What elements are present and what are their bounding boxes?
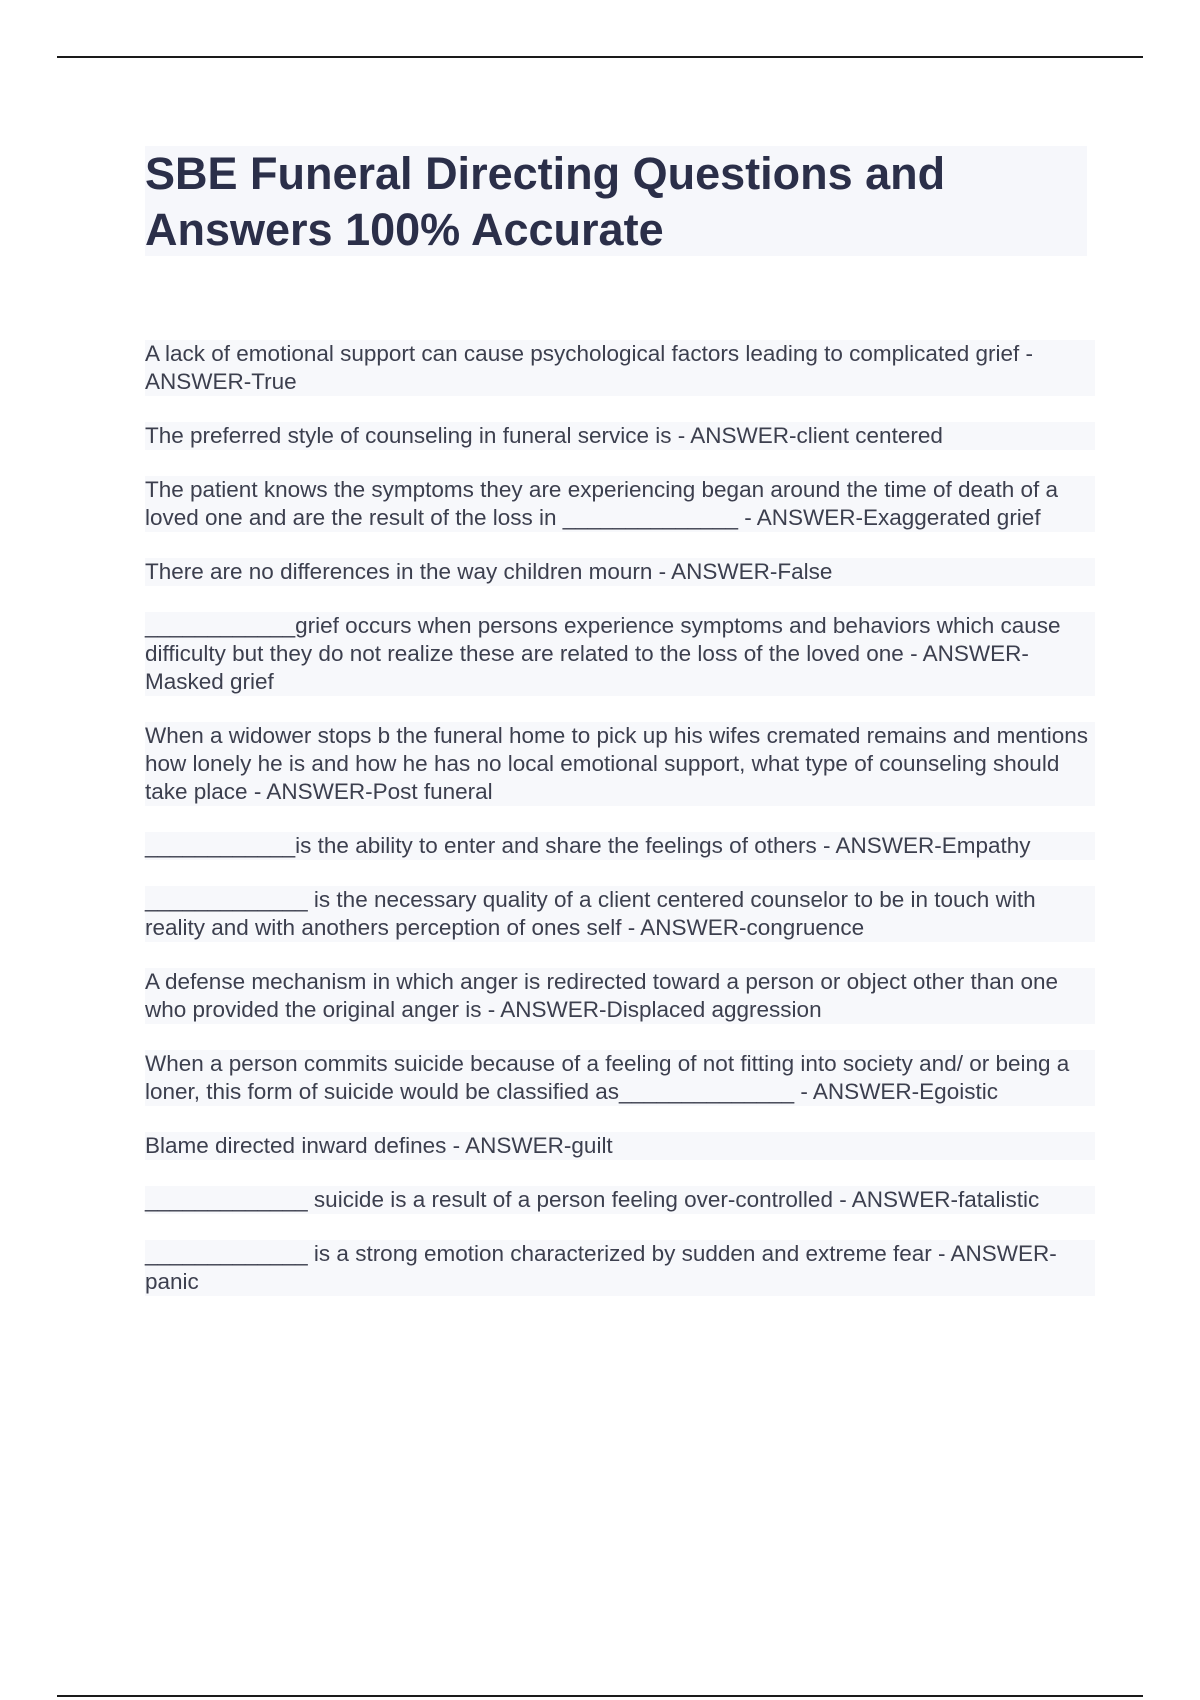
qa-item: When a person commits suicide because of a feeling of not fitting into society and/ or being a loner, this form of suicide would be classified as______________ - ANSWER-Egoistic bbox=[145, 1050, 1095, 1106]
qa-item: ____________grief occurs when persons experience symptoms and behaviors which cause difficulty but they do not realize these are related to the loss of the loved one - ANSWER-Masked grief bbox=[145, 612, 1095, 696]
qa-item: _____________ suicide is a result of a person feeling over-controlled - ANSWER-fatalistic bbox=[145, 1186, 1095, 1214]
document-title: SBE Funeral Directing Questions and Answers 100% Accurate bbox=[145, 148, 946, 255]
footer-rule bbox=[57, 1695, 1143, 1697]
qa-item: When a widower stops b the funeral home to pick up his wifes cremated remains and mentions how lonely he is and how he has no local emotional support, what type of counseling should take place - ANSWER-Post funeral bbox=[145, 722, 1095, 806]
title-block bbox=[145, 146, 1087, 256]
qa-item: _____________ is a strong emotion characterized by sudden and extreme fear - ANSWER-panic bbox=[145, 1240, 1095, 1296]
qa-item: A lack of emotional support can cause psychological factors leading to complicated grief - ANSWER-True bbox=[145, 340, 1095, 396]
qa-item: ____________is the ability to enter and share the feelings of others - ANSWER-Empathy bbox=[145, 832, 1095, 860]
header-rule bbox=[57, 56, 1143, 58]
qa-item: There are no differences in the way children mourn - ANSWER-False bbox=[145, 558, 1095, 586]
qa-item: The preferred style of counseling in funeral service is - ANSWER-client centered bbox=[145, 422, 1095, 450]
qa-list bbox=[145, 340, 1095, 1322]
qa-item: A defense mechanism in which anger is redirected toward a person or object other than one who provided the original anger is - ANSWER-Displaced aggression bbox=[145, 968, 1095, 1024]
qa-item: Blame directed inward defines - ANSWER-guilt bbox=[145, 1132, 1095, 1160]
qa-item: _____________ is the necessary quality of a client centered counselor to be in touch with reality and with anothers perception of ones self - ANSWER-congruence bbox=[145, 886, 1095, 942]
qa-item: The patient knows the symptoms they are experiencing began around the time of death of a loved one and are the result of the loss in ______________ - ANSWER-Exaggerated grief bbox=[145, 476, 1095, 532]
